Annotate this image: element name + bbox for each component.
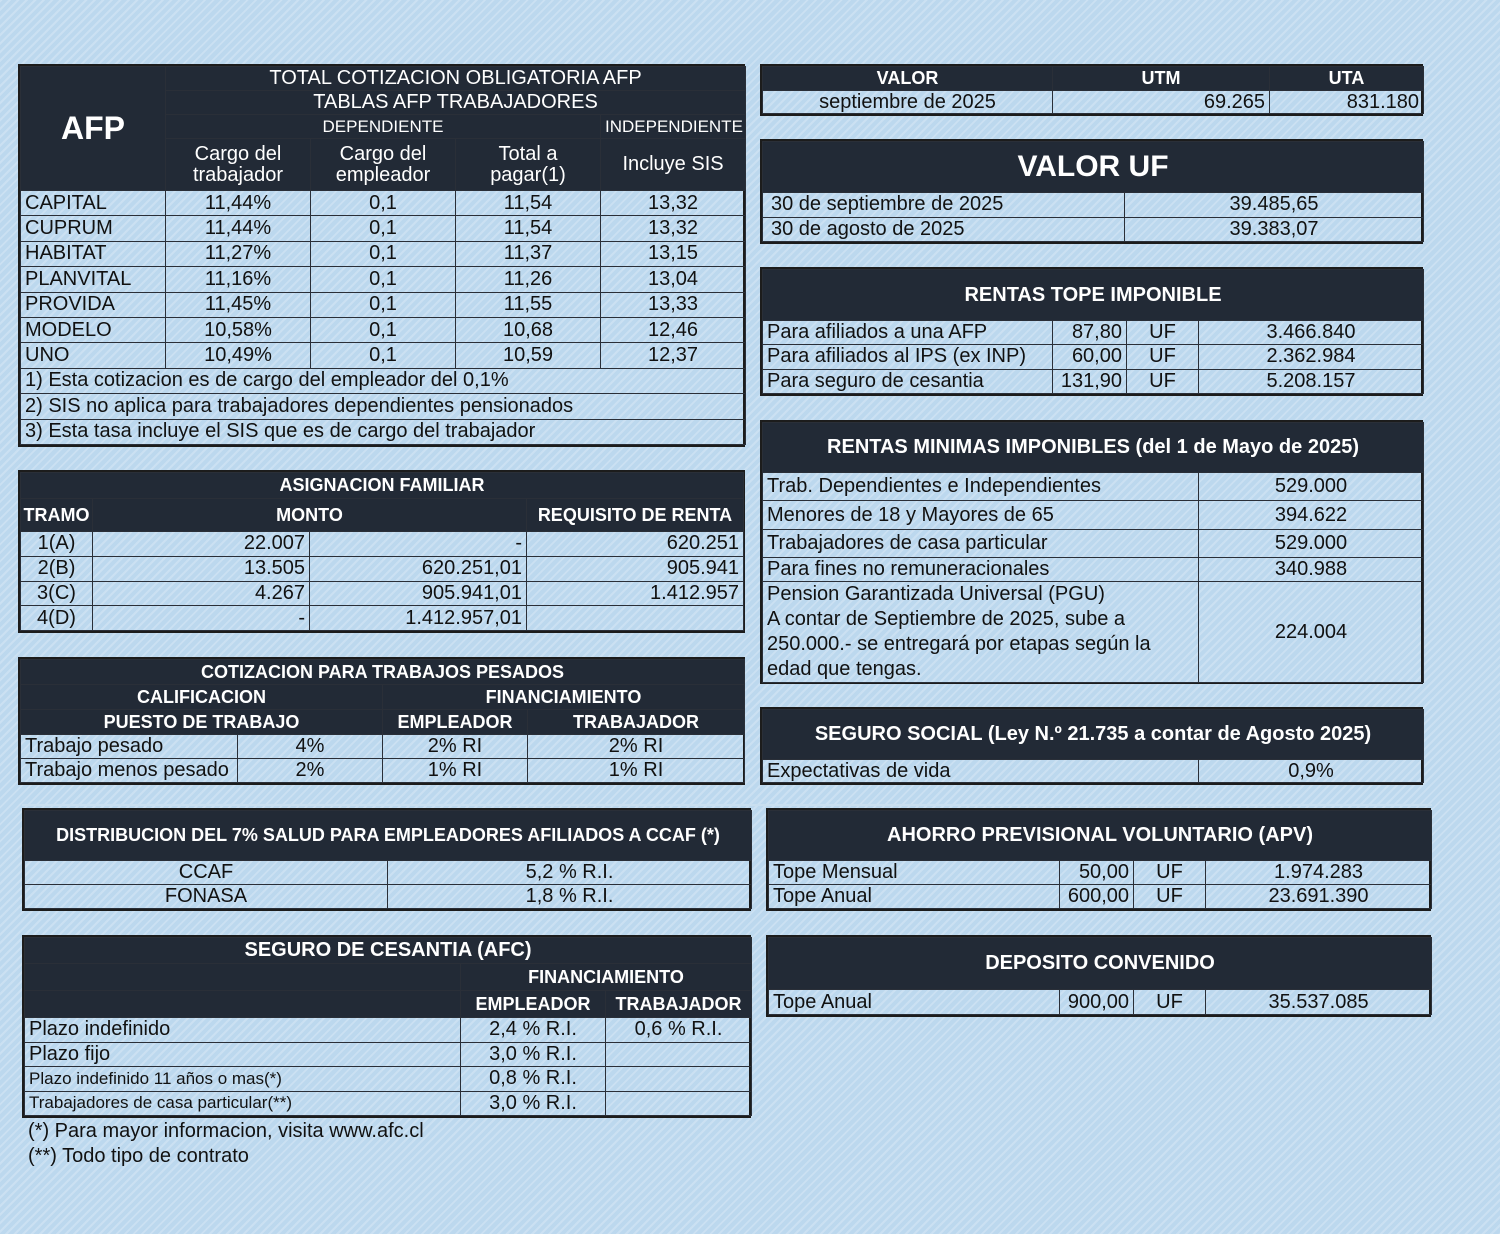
apv-uf: 600,00 <box>1060 885 1134 909</box>
afp-sis: 13,33 <box>601 292 746 317</box>
afp-trab: 11,44% <box>166 191 311 216</box>
deposito-label: Tope Anual <box>769 990 1060 1015</box>
asignacion-monto: 13.505 <box>93 556 310 581</box>
asignacion-tramo: 4(D) <box>21 606 93 631</box>
pgu-valor: 224.004 <box>1199 582 1424 683</box>
utm-value: 69.265 <box>1053 91 1270 114</box>
asignacion-title: ASIGNACION FAMILIAR <box>21 473 744 499</box>
pgu-line: 250.000.- se entregará por etapas según la <box>767 633 1151 655</box>
cesantia-header-blank <box>25 964 461 991</box>
afp-row <box>21 216 746 241</box>
pesados-puesto-header: PUESTO DE TRABAJO <box>21 710 383 735</box>
asignacion-desde: 905.941,01 <box>310 581 527 606</box>
asignacion-desde: 620.251,01 <box>310 556 527 581</box>
tope-label: Para afiliados a una AFP <box>763 321 1053 345</box>
cesantia-trab <box>606 1067 752 1092</box>
tope-pesos: 3.466.840 <box>1199 321 1424 345</box>
uta-header: UTA <box>1270 67 1424 91</box>
utm-uta-table <box>760 64 1423 116</box>
cesantia-note: (**) Todo tipo de contrato <box>28 1145 249 1167</box>
pgu-description <box>763 582 1199 683</box>
cesantia-trab <box>606 1042 752 1067</box>
afp-name: CAPITAL <box>21 191 166 216</box>
afp-trab: 10,58% <box>166 317 311 342</box>
afp-name: MODELO <box>21 317 166 342</box>
afp-emp: 0,1 <box>311 191 456 216</box>
seguro-cesantia-table <box>22 935 751 1118</box>
afp-table <box>18 64 745 447</box>
minimas-label: Para fines no remuneracionales <box>763 558 1199 582</box>
cesantia-emp: 3,0 % R.I. <box>461 1091 606 1116</box>
asignacion-monto: 4.267 <box>93 581 310 606</box>
afp-trab: 11,45% <box>166 292 311 317</box>
asignacion-tramo: 1(A) <box>21 532 93 557</box>
afp-trab: 11,16% <box>166 267 311 292</box>
afp-total: 11,54 <box>456 216 601 241</box>
tope-pesos: 5.208.157 <box>1199 369 1424 393</box>
afp-trab: 11,27% <box>166 241 311 266</box>
tope-uf: 60,00 <box>1053 345 1127 369</box>
cesantia-empleador-header: EMPLEADOR <box>461 991 606 1018</box>
pesados-financiamiento-header: FINANCIAMIENTO <box>383 685 745 710</box>
asignacion-tramo: 3(C) <box>21 581 93 606</box>
seguro-social-label: Expectativas de vida <box>763 760 1199 783</box>
afp-note: 3) Esta tasa incluye el SIS que es de cargo del trabajador <box>21 419 746 444</box>
salud-label: FONASA <box>25 885 388 909</box>
utm-header: UTM <box>1053 67 1270 91</box>
seguro-social-table <box>760 707 1423 785</box>
afp-name: PROVIDA <box>21 292 166 317</box>
uf-valor: 39.485,65 <box>1125 193 1424 218</box>
trabajos-pesados-table <box>18 657 745 785</box>
afp-emp: 0,1 <box>311 343 456 368</box>
pesados-empleador-header: EMPLEADOR <box>383 710 528 735</box>
afp-total: 11,54 <box>456 191 601 216</box>
tope-unit: UF <box>1127 345 1199 369</box>
pesados-trab: 1% RI <box>528 759 745 783</box>
cesantia-label: Trabajadores de casa particular(**) <box>25 1091 461 1116</box>
deposito-unit: UF <box>1134 990 1206 1015</box>
deposito-uf: 900,00 <box>1060 990 1134 1015</box>
afp-col-sis: Incluye SIS <box>601 139 746 191</box>
tope-uf: 87,80 <box>1053 321 1127 345</box>
afp-sis: 13,32 <box>601 191 746 216</box>
apv-uf: 50,00 <box>1060 861 1134 885</box>
deposito-title: DEPOSITO CONVENIDO <box>769 938 1432 990</box>
minimas-valor: 340.988 <box>1199 558 1424 582</box>
rentas-minimas-table <box>760 420 1423 684</box>
apv-unit: UF <box>1134 885 1206 909</box>
afp-name: HABITAT <box>21 241 166 266</box>
afp-emp: 0,1 <box>311 216 456 241</box>
afp-name: CUPRUM <box>21 216 166 241</box>
pgu-line: A contar de Septiembre de 2025, sube a <box>767 608 1126 630</box>
rentas-tope-table <box>760 267 1423 396</box>
pesados-trabajador-header: TRABAJADOR <box>528 710 745 735</box>
uf-fecha: 30 de septiembre de 2025 <box>763 193 1125 218</box>
afp-sis: 13,15 <box>601 241 746 266</box>
seguro-social-title: SEGURO SOCIAL (Ley N.º 21.735 a contar de Agosto 2025) <box>763 710 1424 760</box>
uf-valor: 39.383,07 <box>1125 217 1424 242</box>
tope-label: Para afiliados al IPS (ex INP) <box>763 345 1053 369</box>
cesantia-label: Plazo indefinido 11 años o mas(*) <box>25 1067 461 1092</box>
afp-sis: 12,46 <box>601 317 746 342</box>
minimas-valor: 529.000 <box>1199 530 1424 558</box>
afp-emp: 0,1 <box>311 267 456 292</box>
cesantia-note: (*) Para mayor informacion, visita www.afc.cl <box>28 1120 424 1142</box>
pesados-emp: 2% RI <box>383 735 528 759</box>
salud-valor: 5,2 % R.I. <box>388 861 752 885</box>
cesantia-label: Plazo indefinido <box>25 1018 461 1043</box>
deposito-convenido-table <box>766 935 1431 1017</box>
pesados-title: COTIZACION PARA TRABAJOS PESADOS <box>21 660 745 685</box>
apv-unit: UF <box>1134 861 1206 885</box>
afp-name: PLANVITAL <box>21 267 166 292</box>
uta-value: 831.180 <box>1270 91 1424 114</box>
afp-sis: 13,32 <box>601 216 746 241</box>
afp-total: 10,68 <box>456 317 601 342</box>
minimas-label: Menores de 18 y Mayores de 65 <box>763 501 1199 530</box>
pesados-puesto: Trabajo menos pesado <box>21 759 238 783</box>
salud-title: DISTRIBUCION DEL 7% SALUD PARA EMPLEADORES AFILIADOS A CCAF (*) <box>25 811 752 861</box>
utm-periodo: septiembre de 2025 <box>763 91 1053 114</box>
cesantia-header-blank <box>25 991 461 1018</box>
salud-distribucion-table <box>22 808 751 911</box>
cesantia-trab <box>606 1091 752 1116</box>
afp-total: 11,26 <box>456 267 601 292</box>
afp-emp: 0,1 <box>311 241 456 266</box>
afp-col-trabajador: Cargo del trabajador <box>166 139 311 191</box>
apv-table <box>766 808 1431 911</box>
apv-title: AHORRO PREVISIONAL VOLUNTARIO (APV) <box>769 811 1432 861</box>
afp-independiente-header: INDEPENDIENTE <box>601 115 746 139</box>
afp-col-total: Total a pagar(1) <box>456 139 601 191</box>
utm-valor-header: VALOR <box>763 67 1053 91</box>
afp-emp: 0,1 <box>311 317 456 342</box>
afp-row <box>21 267 746 292</box>
afp-trab: 10,49% <box>166 343 311 368</box>
afp-corner-label: AFP <box>21 67 166 191</box>
rentas-minimas-title: RENTAS MINIMAS IMPONIBLES (del 1 de Mayo de 2025) <box>763 423 1424 473</box>
afp-total: 10,59 <box>456 343 601 368</box>
asignacion-monto: - <box>93 606 310 631</box>
afp-row <box>21 191 746 216</box>
afp-dependiente-header: DEPENDIENTE <box>166 115 601 139</box>
salud-valor: 1,8 % R.I. <box>388 885 752 909</box>
afp-subtitle: TABLAS AFP TRABAJADORES <box>166 91 746 115</box>
apv-pesos: 23.691.390 <box>1206 885 1432 909</box>
pesados-calificacion-header: CALIFICACION <box>21 685 383 710</box>
cesantia-emp: 2,4 % R.I. <box>461 1018 606 1043</box>
pesados-puesto: Trabajo pesado <box>21 735 238 759</box>
afp-total: 11,37 <box>456 241 601 266</box>
afp-row <box>21 343 746 368</box>
afp-title: TOTAL COTIZACION OBLIGATORIA AFP <box>166 67 746 91</box>
afp-note: 1) Esta cotizacion es de cargo del empleador del 0,1% <box>21 368 746 393</box>
cesantia-trabajador-header: TRABAJADOR <box>606 991 752 1018</box>
cesantia-label: Plazo fijo <box>25 1042 461 1067</box>
cesantia-trab: 0,6 % R.I. <box>606 1018 752 1043</box>
asignacion-hasta: 905.941 <box>527 556 744 581</box>
pesados-pct: 4% <box>238 735 383 759</box>
asignacion-tramo: 2(B) <box>21 556 93 581</box>
asignacion-familiar-table <box>18 470 745 633</box>
asignacion-hasta: 620.251 <box>527 532 744 557</box>
asignacion-hasta: 1.412.957 <box>527 581 744 606</box>
valor-uf-table <box>760 139 1423 244</box>
asignacion-monto: 22.007 <box>93 532 310 557</box>
tope-label: Para seguro de cesantia <box>763 369 1053 393</box>
minimas-valor: 394.622 <box>1199 501 1424 530</box>
valor-uf-title: VALOR UF <box>763 142 1424 193</box>
minimas-label: Trab. Dependientes e Independientes <box>763 473 1199 501</box>
pesados-pct: 2% <box>238 759 383 783</box>
apv-label: Tope Mensual <box>769 861 1060 885</box>
afp-sis: 13,04 <box>601 267 746 292</box>
afp-total: 11,55 <box>456 292 601 317</box>
cesantia-emp: 0,8 % R.I. <box>461 1067 606 1092</box>
tope-unit: UF <box>1127 321 1199 345</box>
asignacion-monto-header: MONTO <box>93 499 527 532</box>
pesados-emp: 1% RI <box>383 759 528 783</box>
afp-name: UNO <box>21 343 166 368</box>
apv-label: Tope Anual <box>769 885 1060 909</box>
asignacion-desde: 1.412.957,01 <box>310 606 527 631</box>
tope-unit: UF <box>1127 369 1199 393</box>
minimas-label: Trabajadores de casa particular <box>763 530 1199 558</box>
uf-fecha: 30 de agosto de 2025 <box>763 217 1125 242</box>
cesantia-financiamiento-header: FINANCIAMIENTO <box>461 964 752 991</box>
apv-pesos: 1.974.283 <box>1206 861 1432 885</box>
salud-label: CCAF <box>25 861 388 885</box>
asignacion-requisito-header: REQUISITO DE RENTA <box>527 499 744 532</box>
section-divider <box>22 804 1432 806</box>
minimas-valor: 529.000 <box>1199 473 1424 501</box>
deposito-pesos: 35.537.085 <box>1206 990 1432 1015</box>
pgu-line: edad que tengas. <box>767 658 922 680</box>
pesados-trab: 2% RI <box>528 735 745 759</box>
seguro-social-valor: 0,9% <box>1199 760 1424 783</box>
afp-row <box>21 241 746 266</box>
rentas-tope-title: RENTAS TOPE IMPONIBLE <box>763 270 1424 321</box>
tope-pesos: 2.362.984 <box>1199 345 1424 369</box>
afp-row <box>21 317 746 342</box>
afp-trab: 11,44% <box>166 216 311 241</box>
asignacion-hasta <box>527 606 744 631</box>
cesantia-title: SEGURO DE CESANTIA (AFC) <box>25 938 752 964</box>
asignacion-desde: - <box>310 532 527 557</box>
pgu-line: Pension Garantizada Universal (PGU) <box>767 583 1105 605</box>
tope-uf: 131,90 <box>1053 369 1127 393</box>
cesantia-emp: 3,0 % R.I. <box>461 1042 606 1067</box>
asignacion-tramo-header: TRAMO <box>21 499 93 532</box>
afp-row <box>21 292 746 317</box>
afp-note: 2) SIS no aplica para trabajadores dependientes pensionados <box>21 394 746 419</box>
afp-emp: 0,1 <box>311 292 456 317</box>
afp-sis: 12,37 <box>601 343 746 368</box>
afp-col-empleador: Cargo del empleador <box>311 139 456 191</box>
